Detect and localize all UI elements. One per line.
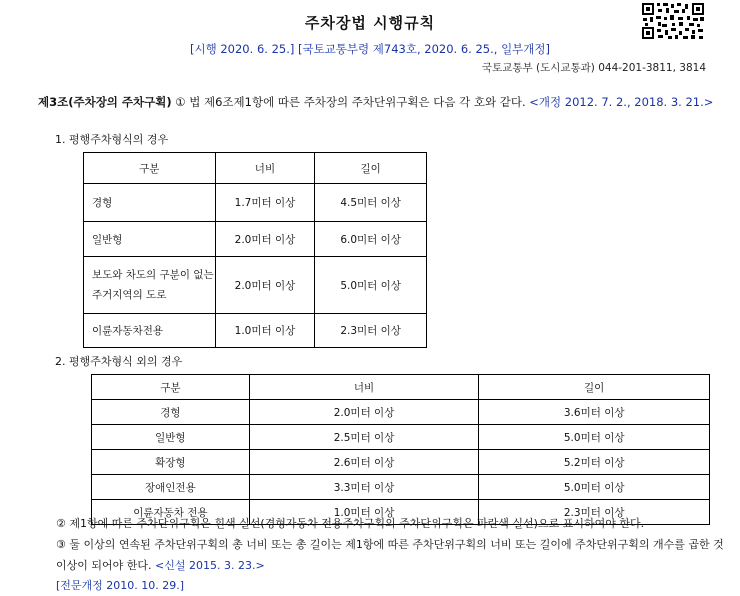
cell-category: 경형 [92,400,250,425]
table-row [92,400,710,425]
item-2-title: 2. 평행주차형식 외의 경우 [55,355,183,368]
cell-category: 보도와 차도의 구분이 없는 주거지역의 도로 [84,257,216,314]
cell-length: 5.2미터 이상 [479,450,710,475]
article-heading[interactable]: 제3조(주차장의 주차구획) [38,95,172,109]
cell-category: 이륜자동차전용 [84,314,216,348]
cell-length: 2.3미터 이상 [479,500,710,525]
header-width: 너비 [249,375,479,400]
amendment-note[interactable]: <개정 2012. 7. 2., 2018. 3. 21.> [529,95,714,109]
cell-category: 일반형 [84,222,216,257]
cell-width: 2.6미터 이상 [249,450,479,475]
paragraph-2: ② 제1항에 따른 주차단위구획은 흰색 실선(경형자동차 전용주차구획의 주차단위구획은 파란색 실선)으로 표시하여야 한다. [56,517,645,530]
table-row [84,222,427,257]
table-row [84,184,427,222]
cell-length: 5.0미터 이상 [315,257,427,314]
table-row [92,450,710,475]
article-3-intro [38,92,718,113]
cell-width: 2.0미터 이상 [215,222,315,257]
table-row [84,314,427,348]
cell-width: 1.7미터 이상 [215,184,315,222]
non-parallel-parking-table [91,374,710,525]
header-category: 구분 [92,375,250,400]
cell-width: 3.3미터 이상 [249,475,479,500]
table-row [84,257,427,314]
cell-category: 확장형 [92,450,250,475]
cell-length: 2.3미터 이상 [315,314,427,348]
new-provision-note[interactable]: <신설 2015. 3. 23.> [155,559,265,572]
cell-width: 2.0미터 이상 [249,400,479,425]
table-row [92,425,710,450]
cell-length: 4.5미터 이상 [315,184,427,222]
cell-category: 일반형 [92,425,250,450]
paragraph-3-text: ③ 둘 이상의 연속된 주차단위구획의 총 너비 또는 총 길이는 제1항에 따른 주차단위구획의 너비 또는 길이에 주차단위구획의 개수를 곱한 것 이상이 되어야 한다. [56,538,724,572]
parallel-parking-table [83,152,427,348]
cell-length: 5.0미터 이상 [479,475,710,500]
ministry-contact: 국토교통부 (도시교통과) 044-201-3811, 3814 [481,62,706,74]
article-intro-text: ① 법 제6조제1항에 따른 주차장의 주차단위구획은 다음 각 호와 같다. [175,95,526,109]
full-revision-note[interactable]: [전문개정 2010. 10. 29.] [56,579,185,592]
header-length: 길이 [315,153,427,184]
header-length: 길이 [479,375,710,400]
cell-width: 1.0미터 이상 [249,500,479,525]
table-header-row [92,375,710,400]
paragraph-3 [56,534,726,576]
cell-category: 장애인전용 [92,475,250,500]
cell-width: 2.5미터 이상 [249,425,479,450]
cell-category: 경형 [84,184,216,222]
table-header-row [84,153,427,184]
header-category: 구분 [84,153,216,184]
cell-category: 이륜자동차 전용 [92,500,250,525]
cell-length: 5.0미터 이상 [479,425,710,450]
cell-width: 2.0미터 이상 [215,257,315,314]
item-1-title: 1. 평행주차형식의 경우 [55,133,169,146]
document-title: 주차장법 시행규칙 [304,14,436,32]
cell-width: 1.0미터 이상 [215,314,315,348]
enactment-info[interactable]: [시행 2020. 6. 25.] [국토교통부령 제743호, 2020. 6. 25., 일부개정] [190,42,550,56]
cell-length: 6.0미터 이상 [315,222,427,257]
cell-length: 3.6미터 이상 [479,400,710,425]
header-width: 너비 [215,153,315,184]
qr-code-icon [641,2,705,40]
table-row [92,475,710,500]
